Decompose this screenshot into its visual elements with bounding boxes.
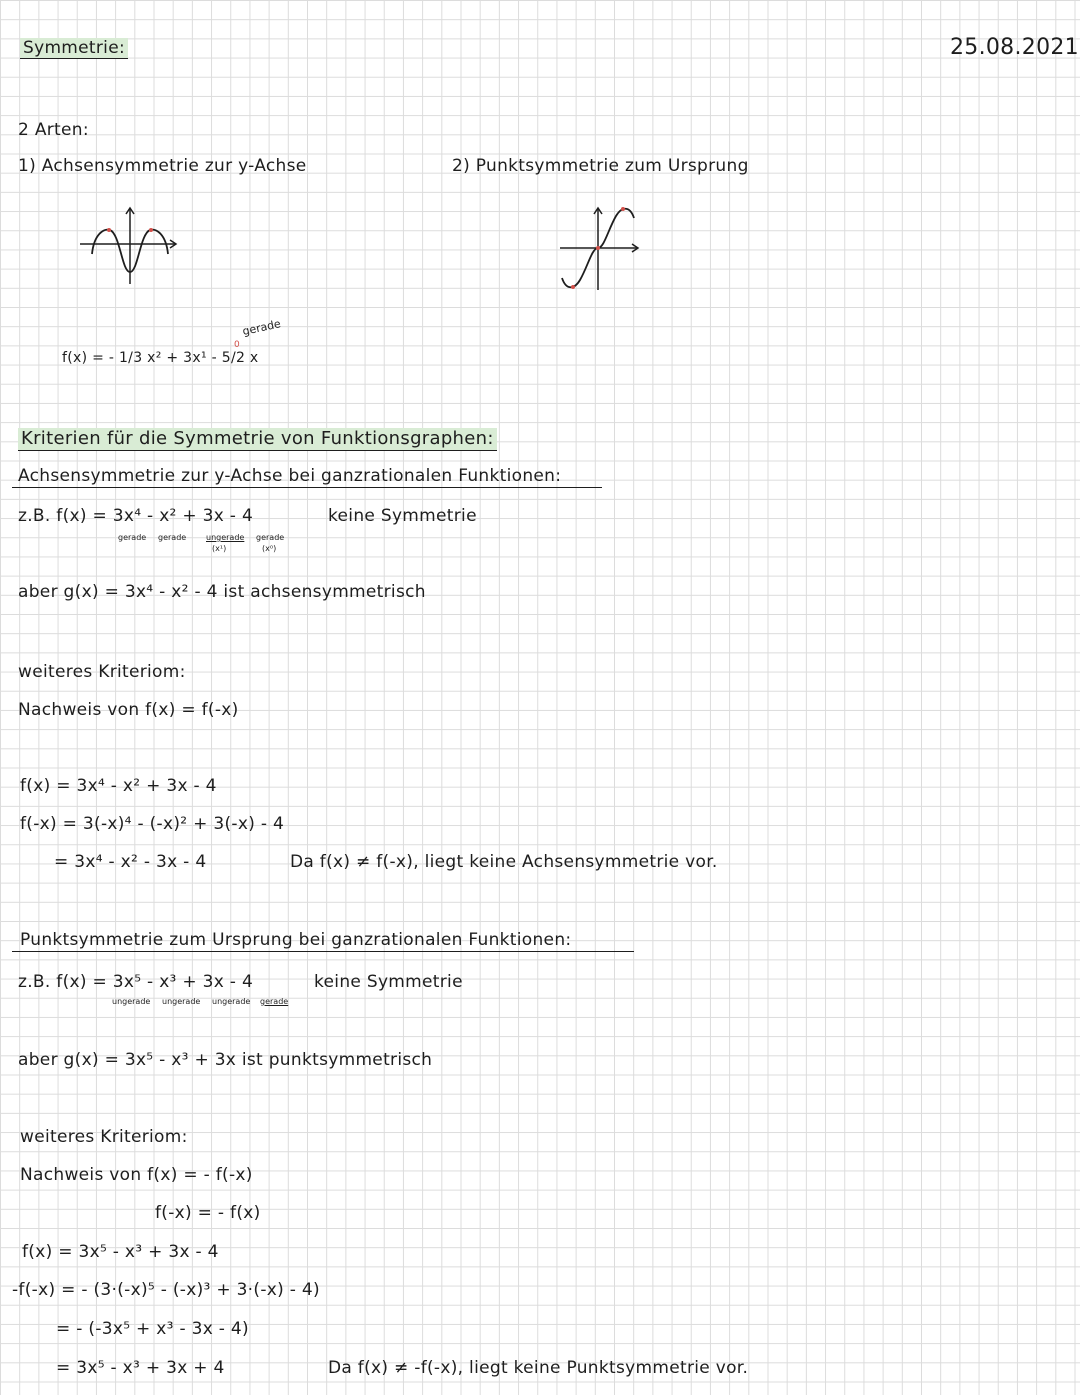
- axis-counter-example: aber g(x) = 3x⁴ - x² - 4 ist achsensymmetrisch: [18, 582, 426, 602]
- point-proof-line-1: f(x) = 3x⁵ - x³ + 3x - 4: [22, 1242, 219, 1262]
- axis-proof-line-1: f(x) = 3x⁴ - x² + 3x - 4: [20, 776, 217, 796]
- type-2-label: 2) Punktsymmetrie zum Ursprung: [452, 156, 749, 176]
- point-proof-line-2: -f(-x) = - (3·(-x)⁵ - (-x)³ + 3·(-x) - 4): [12, 1280, 320, 1300]
- axis-label-3: ungerade: [206, 533, 245, 542]
- point-example: z.B. f(x) = 3x⁵ - x³ + 3x - 4: [18, 972, 254, 992]
- types-label: 2 Arten:: [18, 120, 89, 140]
- axis-proof-label: Nachweis von f(x) = f(-x): [18, 700, 239, 720]
- point-example-result: keine Symmetrie: [314, 972, 463, 992]
- point-proof-line-4: = 3x⁵ - x³ + 3x + 4: [56, 1358, 225, 1378]
- axis-sublabel-2: (x⁰): [262, 544, 277, 553]
- point-subheading-rule: [12, 951, 634, 952]
- axis-further-criterion: weiteres Kriteriom:: [18, 662, 186, 682]
- axis-subheading-rule: [12, 487, 602, 488]
- axis-subheading: Achsensymmetrie zur y-Achse bei ganzrationalen Funktionen:: [18, 466, 562, 486]
- point-proof-label-2: f(-x) = - f(x): [155, 1203, 261, 1223]
- axis-label-1: gerade: [118, 533, 147, 542]
- point-proof-line-3: = - (-3x⁵ + x³ - 3x - 4): [56, 1319, 249, 1339]
- page-title: Symmetrie:: [20, 38, 128, 59]
- point-label-1: ungerade: [112, 997, 151, 1006]
- point-conclusion: Da f(x) ≠ -f(-x), liegt keine Punktsymmetrie vor.: [328, 1358, 749, 1378]
- axis-example-result: keine Symmetrie: [328, 506, 477, 526]
- axis-example: z.B. f(x) = 3x⁴ - x² + 3x - 4: [18, 506, 254, 526]
- intro-example-exponent: 0: [234, 340, 240, 350]
- intro-example-function: f(x) = - 1/3 x² + 3x¹ - 5/2 x: [62, 350, 259, 366]
- axis-sublabel-1: (x¹): [212, 544, 227, 553]
- point-symmetric-graph-icon: [550, 200, 660, 300]
- axis-proof-line-3: = 3x⁴ - x² - 3x - 4: [54, 852, 207, 872]
- point-further-criterion: weiteres Kriteriom:: [20, 1127, 188, 1147]
- criteria-heading: Kriterien für die Symmetrie von Funktionsgraphen:: [18, 428, 497, 451]
- axis-proof-line-2: f(-x) = 3(-x)⁴ - (-x)² + 3(-x) - 4: [20, 814, 285, 834]
- axis-label-2: gerade: [158, 533, 187, 542]
- axis-symmetric-graph-icon: [70, 200, 190, 300]
- axis-conclusion: Da f(x) ≠ f(-x), liegt keine Achsensymmetrie vor.: [290, 852, 718, 872]
- point-subheading: Punktsymmetrie zum Ursprung bei ganzrationalen Funktionen:: [20, 930, 572, 950]
- point-proof-label: Nachweis von f(x) = - f(-x): [20, 1165, 253, 1185]
- intro-example-note: gerade: [241, 317, 282, 338]
- point-label-2: ungerade: [162, 997, 201, 1006]
- point-label-4: gerade: [260, 997, 289, 1006]
- type-1-label: 1) Achsensymmetrie zur y-Achse: [18, 156, 307, 176]
- date: 25.08.2021: [950, 35, 1079, 60]
- point-counter-example: aber g(x) = 3x⁵ - x³ + 3x ist punktsymmetrisch: [18, 1050, 433, 1070]
- axis-label-4: gerade: [256, 533, 285, 542]
- point-label-3: ungerade: [212, 997, 251, 1006]
